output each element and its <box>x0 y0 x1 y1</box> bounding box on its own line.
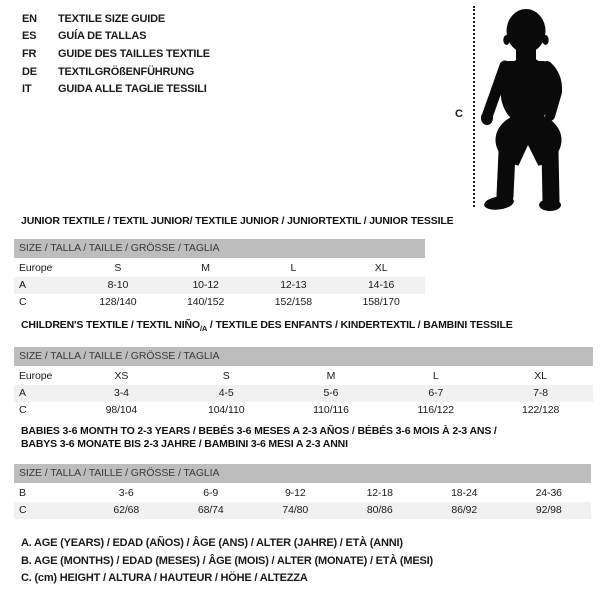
language-title: GUÍA DE TALLAS <box>58 30 147 43</box>
children-size-table <box>14 347 593 419</box>
size-cell: L <box>432 370 439 382</box>
height-cell: 140/152 <box>186 296 225 308</box>
table-row-europe <box>14 260 425 277</box>
row-label: A <box>19 387 26 399</box>
row-label: C <box>19 296 27 308</box>
legend-age-years: A. AGE (YEARS) / EDAD (AÑOS) / ÂGE (ANS) / ALTER (JAHRE) / ETÀ (ANNI) <box>21 537 403 549</box>
height-cell: 74/80 <box>282 504 309 516</box>
legend-age-months: B. AGE (MONTHS) / EDAD (MESES) / ÂGE (MOIS) / ALTER (MONATE) / ETÀ (MESI) <box>21 554 433 567</box>
language-title: GUIDA ALLE TAGLIE TESSILI <box>58 83 207 96</box>
age-cell: 10-12 <box>192 279 219 291</box>
age-cell: 8-10 <box>107 279 129 291</box>
age-cell: 9-12 <box>284 487 306 499</box>
age-cell: 12-18 <box>366 487 393 499</box>
language-row-de <box>22 63 210 81</box>
height-cell: 92/98 <box>535 504 562 516</box>
size-header-bar: SIZE / TALLA / TAILLE / GRÖSSE / TAGLIA <box>14 239 425 258</box>
babies-size-table <box>14 464 591 519</box>
children-title-text: CHILDREN'S TEXTILE / TEXTIL NIÑO <box>21 319 200 331</box>
language-code: DE <box>22 65 37 78</box>
size-cell: M <box>326 370 336 382</box>
size-cell: L <box>290 262 297 274</box>
age-cell: 3-4 <box>113 387 129 399</box>
size-cell: XS <box>114 370 129 382</box>
size-cell: S <box>114 262 122 274</box>
size-cell: S <box>222 370 230 382</box>
height-cell: 86/92 <box>451 504 478 516</box>
height-cell: 104/110 <box>207 404 245 416</box>
age-cell: 18-24 <box>451 487 478 499</box>
babies-title-line1: BABIES 3-6 MONTH TO 2-3 YEARS / BEBÉS 3-6 MESES A 2-3 AÑOS / BÉBÉS 3-6 MOIS À 2-3 ANS / <box>21 425 497 437</box>
age-cell: 7-8 <box>533 387 549 399</box>
height-cell: 98/104 <box>105 404 138 416</box>
age-cell: 5-6 <box>323 387 339 399</box>
height-cell: 158/170 <box>362 296 400 308</box>
legend-height: C. (cm) HEIGHT / ALTURA / HAUTEUR / HÖHE / ALTEZZA <box>21 572 308 584</box>
row-label: C <box>19 504 27 516</box>
row-label: A <box>19 279 26 291</box>
babies-table-title <box>21 425 497 451</box>
row-label: Europe <box>19 262 53 274</box>
language-code: ES <box>22 30 37 43</box>
language-row-it <box>22 80 210 98</box>
children-title-text: / TEXTILE DES ENFANTS / KINDERTEXTIL / BAMBINI TESSILE <box>207 319 513 331</box>
row-label: B <box>19 487 26 499</box>
language-title: TEXTILGRÖßENFÜHRUNG <box>58 65 195 78</box>
table-row-height <box>14 502 591 519</box>
language-row-fr <box>22 45 210 63</box>
table-row-height <box>14 402 593 419</box>
size-cell: M <box>201 262 210 274</box>
language-row-es <box>22 28 210 46</box>
table-row-age-years <box>14 385 593 402</box>
height-cell: 68/74 <box>197 504 224 516</box>
age-cell: 12-13 <box>280 279 307 291</box>
height-cell: 152/158 <box>274 296 312 308</box>
height-cell: 116/122 <box>417 404 455 416</box>
size-cell: XL <box>534 370 547 382</box>
age-cell: 24-36 <box>535 487 562 499</box>
height-cell: 62/68 <box>113 504 140 516</box>
table-row-height <box>14 294 425 311</box>
size-header-bar: SIZE / TALLA / TAILLE / GRÖSSE / TAGLIA <box>14 347 593 366</box>
row-label: C <box>19 404 27 416</box>
age-cell: 6-7 <box>428 387 444 399</box>
height-cell: 122/128 <box>521 404 560 416</box>
junior-table-title: JUNIOR TEXTILE / TEXTIL JUNIOR/ TEXTILE JUNIOR / JUNIORTEXTIL / JUNIOR TESSILE <box>21 215 454 227</box>
row-label: Europe <box>19 370 53 382</box>
language-row-en <box>22 10 210 28</box>
children-title-sub: /A <box>199 324 208 334</box>
size-header-bar: SIZE / TALLA / TAILLE / GRÖSSE / TAGLIA <box>14 464 591 483</box>
age-cell: 6-9 <box>203 487 219 499</box>
height-dotted-line <box>473 6 475 207</box>
age-cell: 14-16 <box>367 279 395 291</box>
age-cell: 3-6 <box>118 487 134 499</box>
children-table-title <box>21 319 513 335</box>
height-cell: 80/86 <box>366 504 393 516</box>
junior-size-table <box>14 239 425 311</box>
height-cell: 110/116 <box>313 404 349 416</box>
size-cell: XL <box>374 262 388 274</box>
language-code: IT <box>22 83 32 96</box>
measurement-legend <box>21 535 433 588</box>
height-cell: 128/140 <box>99 296 137 308</box>
language-title: GUIDE DES TAILLES TEXTILE <box>58 47 210 60</box>
babies-title-line2: BABYS 3-6 MONATE BIS 2-3 JAHRE / BAMBINI 3-6 MESI A 2-3 ANNI <box>21 438 348 450</box>
table-row-age-months <box>14 485 591 502</box>
language-code: FR <box>22 47 37 60</box>
height-measure-label: C <box>455 108 463 120</box>
language-code: EN <box>22 12 37 25</box>
age-cell: 4-5 <box>218 387 234 399</box>
language-title: TEXTILE SIZE GUIDE <box>58 12 166 25</box>
table-row-europe <box>14 368 593 385</box>
baby-silhouette-icon <box>478 4 573 212</box>
table-row-age-years <box>14 277 425 294</box>
language-list <box>22 10 210 98</box>
